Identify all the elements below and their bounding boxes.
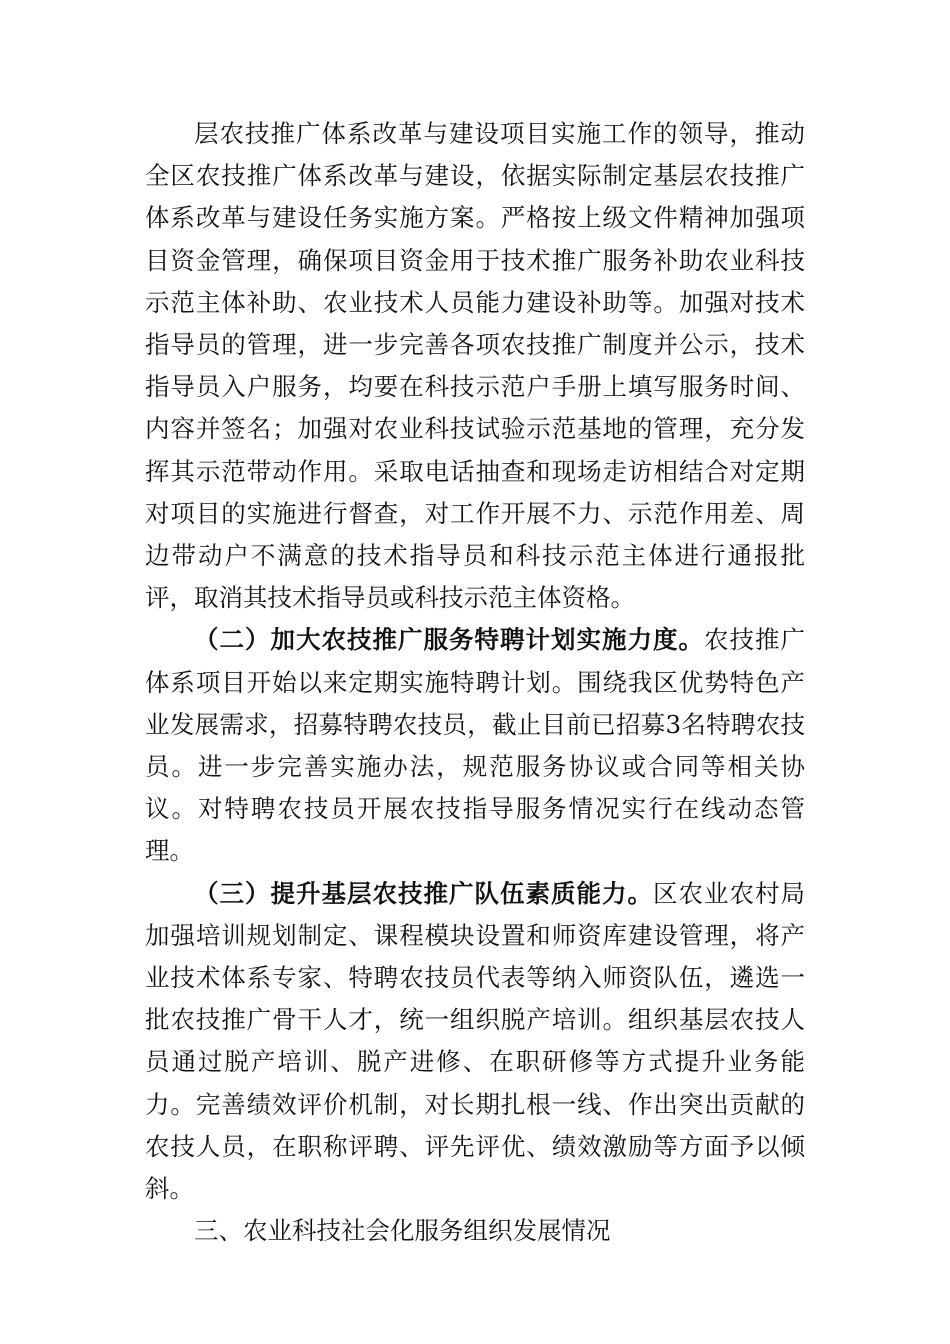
paragraph-team-capacity bbox=[145, 873, 805, 1211]
paragraph-lead-heading: （二）加大农技推广服务特聘计划实施力度。 bbox=[194, 625, 704, 655]
paragraph-special-recruitment bbox=[145, 619, 805, 872]
paragraph-text: 区农业农村局加强培训规划制定、课程模块设置和师资库建设管理，将产业技术体系专家、特聘农技员代表等纳入师资队伍，遴选一批农技推广骨干人才，统一组织脱产培训。组织基层农技人员通过脱产培训、脱产进修、在职研修等方式提升业务能力。完善绩效评价机制，对长期扎根一线、作出突出贡献的农技人员，在职称评聘、评先评优、绩效激励等方面予以倾斜。 bbox=[145, 878, 805, 1204]
document-body bbox=[145, 113, 805, 1252]
paragraph-text: 农技推广体系项目开始以来定期实施特聘计划。围绕我区优势特色产业发展需求，招募特聘农技员，截止目前已招募3名特聘农技员。进一步完善实施办法，规范服务协议或合同等相关协议。对特聘农技员开展农技指导服务情况实行在线动态管理。 bbox=[145, 625, 805, 866]
paragraph-project-management bbox=[145, 113, 805, 619]
paragraph-text: 层农技推广体系改革与建设项目实施工作的领导，推动全区农技推广体系改革与建设，依据实际制定基层农技推广体系改革与建设任务实施方案。严格按上级文件精神加强项目资金管理，确保项目资金用于技术推广服务补助农业科技示范主体补助、农业技术人员能力建设补助等。加强对技术指导员的管理，进一步完善各项农技推广制度并公示，技术指导员入户服务，均要在科技示范户手册上填写服务时间、内容并签名；加强对农业科技试验示范基地的管理，充分发挥其示范带动作用。采取电话抽查和现场走访相结合对定期对项目的实施进行督查，对工作开展不力、示范作用差、周边带动户不满意的技术指导员和科技示范主体进行通报批评，取消其技术指导员或科技示范主体资格。 bbox=[145, 119, 805, 613]
paragraph-lead-heading: （三）提升基层农技推广队伍素质能力。 bbox=[194, 878, 653, 908]
section-heading: 三、农业科技社会化服务组织发展情况 bbox=[194, 1216, 611, 1246]
